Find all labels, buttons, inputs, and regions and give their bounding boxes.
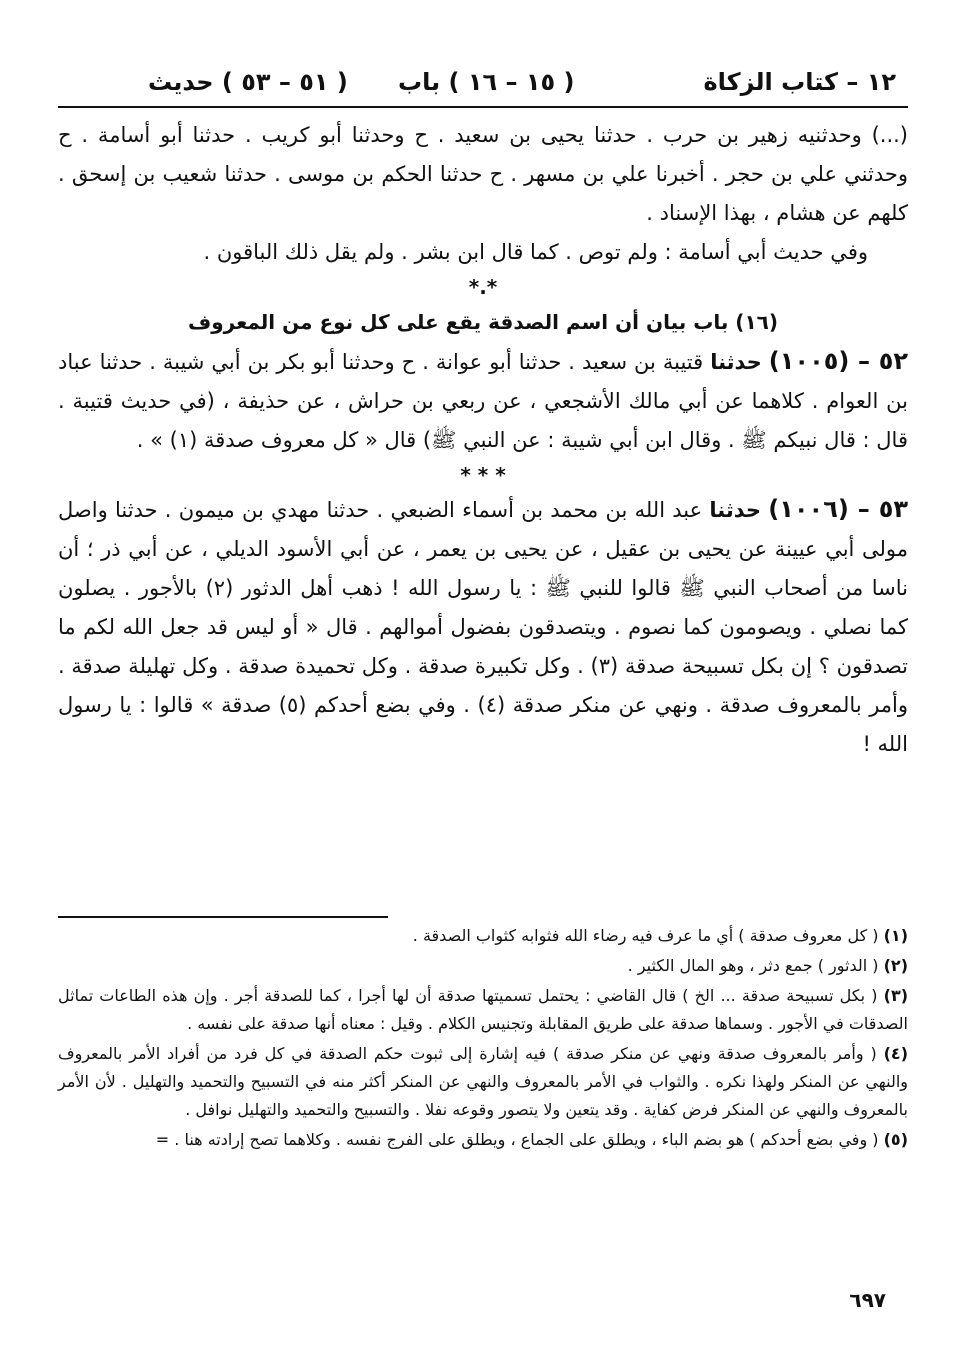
hadith-53	[58, 490, 908, 764]
footnote-marker: (٢)	[883, 956, 908, 975]
footnote-text: ( كل معروف صدقة ) أي ما عرف فيه رضاء الله فثوابه كثواب الصدقة .	[412, 926, 879, 945]
header-hadith-range: ( ٥١ – ٥٣ ) حديث	[148, 68, 348, 96]
isnad-paragraph: (...) وحدثنيه زهير بن حرب . حدثنا يحيى بن سعيد . ح وحدثنا أبو كريب . حدثنا أبو أسامة . ح وحدثني علي بن حجر . أخبرنا علي بن مسهر . ح حدثنا الحكم بن موسى . حدثنا شعيب بن إسحق . كلهم عن هشام ، بهذا الإسناد .	[58, 123, 908, 225]
variant-note-paragraph: وفي حديث أبي أسامة : ولم توص . كما قال ابن بشر . ولم يقل ذلك الباقون .	[203, 240, 868, 264]
hadith-52-text: قتيبة بن سعيد . حدثنا أبو عوانة . ح وحدثنا أبو بكر بن أبي شيبة . حدثنا عباد بن العوام . كلاهما عن أبي مالك الأشجعي ، عن ربعي بن حراش ، عن حذيفة ، (في حديث قتيبة . قال : قال نبيكم ﷺ . وقال ابن أبي شيبة : عن النبي ﷺ) قال « كل معروف صدقة (١) » .	[58, 350, 908, 452]
hadith-52-number: ٥٢ – (١٠٠٥)	[768, 347, 908, 375]
header-chapter-range: ( ١٥ – ١٦ ) باب	[398, 68, 575, 96]
separator-stars-2: * * *	[460, 463, 506, 487]
footnote	[58, 952, 908, 980]
hadith-52	[58, 342, 908, 460]
footnote-marker: (١)	[883, 926, 908, 945]
hadith-53-opening: حدثنا	[709, 498, 762, 522]
running-header	[58, 68, 908, 104]
footnote-text: ( وفي بضع أحدكم ) هو بضم الباء ، ويطلق على الجماع ، ويطلق على الفرج نفسه . وكلاهما تصح إرادته هنا . =	[155, 1130, 879, 1149]
footnote	[58, 1126, 908, 1154]
footnote-marker: (٥)	[883, 1130, 908, 1149]
separator-stars: *.*	[468, 275, 498, 299]
hadith-53-number: ٥٣ – (١٠٠٦)	[768, 495, 908, 523]
footnote-text: ( بكل تسبيحة صدقة ... الخ ) قال القاضي : يحتمل تسميتها صدقة أن لها أجرا ، كما للصدقة أجر . وإن هذه الطاعات تماثل الصدقات في الأجور . وسماها صدقة على طريق المقابلة وتجنيس الكلام . وقيل : معناه أنها صدقة على نفسه .	[58, 986, 908, 1033]
header-book-title: ١٢ – كتاب الزكاة	[703, 68, 896, 96]
footnote-text: ( وأمر بالمعروف صدقة ونهي عن منكر صدقة ) فيه إشارة إلى ثبوت حكم الصدقة في كل فرد من أفراد الأمر بالمعروف والنهي عن المنكر ولهذا نكره . والثواب في الأمر بالمعروف والنهي عن المنكر أكثر منه في التسبيح والتحميد والتهليل . لأن الأمر بالمعروف والنهي عن المنكر فرض كفاية . وقد يتعين ولا يتصور وقوعه نفلا . والتسبيح والتحميد والتهليل نوافل .	[58, 1044, 908, 1119]
footnote-divider	[58, 916, 388, 918]
main-text	[58, 116, 908, 764]
footnotes	[58, 922, 908, 1156]
footnote	[58, 982, 908, 1038]
chapter-title: (١٦) باب بيان أن اسم الصدقة يقع على كل نوع من المعروف	[187, 310, 779, 334]
book-page	[58, 58, 908, 1358]
footnote-text: ( الدثور ) جمع دثر ، وهو المال الكثير .	[627, 956, 879, 975]
header-divider	[58, 106, 908, 108]
footnote-marker: (٤)	[883, 1044, 908, 1063]
hadith-52-opening: حدثنا	[710, 350, 762, 374]
page-number: ٦٩٧	[849, 1288, 886, 1312]
hadith-53-text: عبد الله بن محمد بن أسماء الضبعي . حدثنا مهدي بن ميمون . حدثنا واصل مولى أبي عيينة عن يحيى بن عقيل ، عن يحيى بن يعمر ، عن أبي الأسود الديلي ، عن أبي ذر ؛ أن ناسا من أصحاب النبي ﷺ قالوا للنبي ﷺ : يا رسول الله ! ذهب أهل الدثور (٢) بالأجور . يصلون كما نصلي . ويصومون كما نصوم . ويتصدقون بفضول أموالهم . قال « أو ليس قد جعل الله لكم ما تصدقون ؟ إن بكل تسبيحة صدقة (٣) . وكل تكبيرة صدقة . وكل تحميدة صدقة . وكل تهليلة صدقة . وأمر بالمعروف صدقة . ونهي عن منكر صدقة (٤) . وفي بضع أحدكم (٥) صدقة » قالوا : يا رسول الله !	[58, 498, 909, 756]
footnote	[58, 1040, 908, 1124]
footnote-marker: (٣)	[883, 986, 909, 1005]
footnote	[58, 922, 908, 950]
